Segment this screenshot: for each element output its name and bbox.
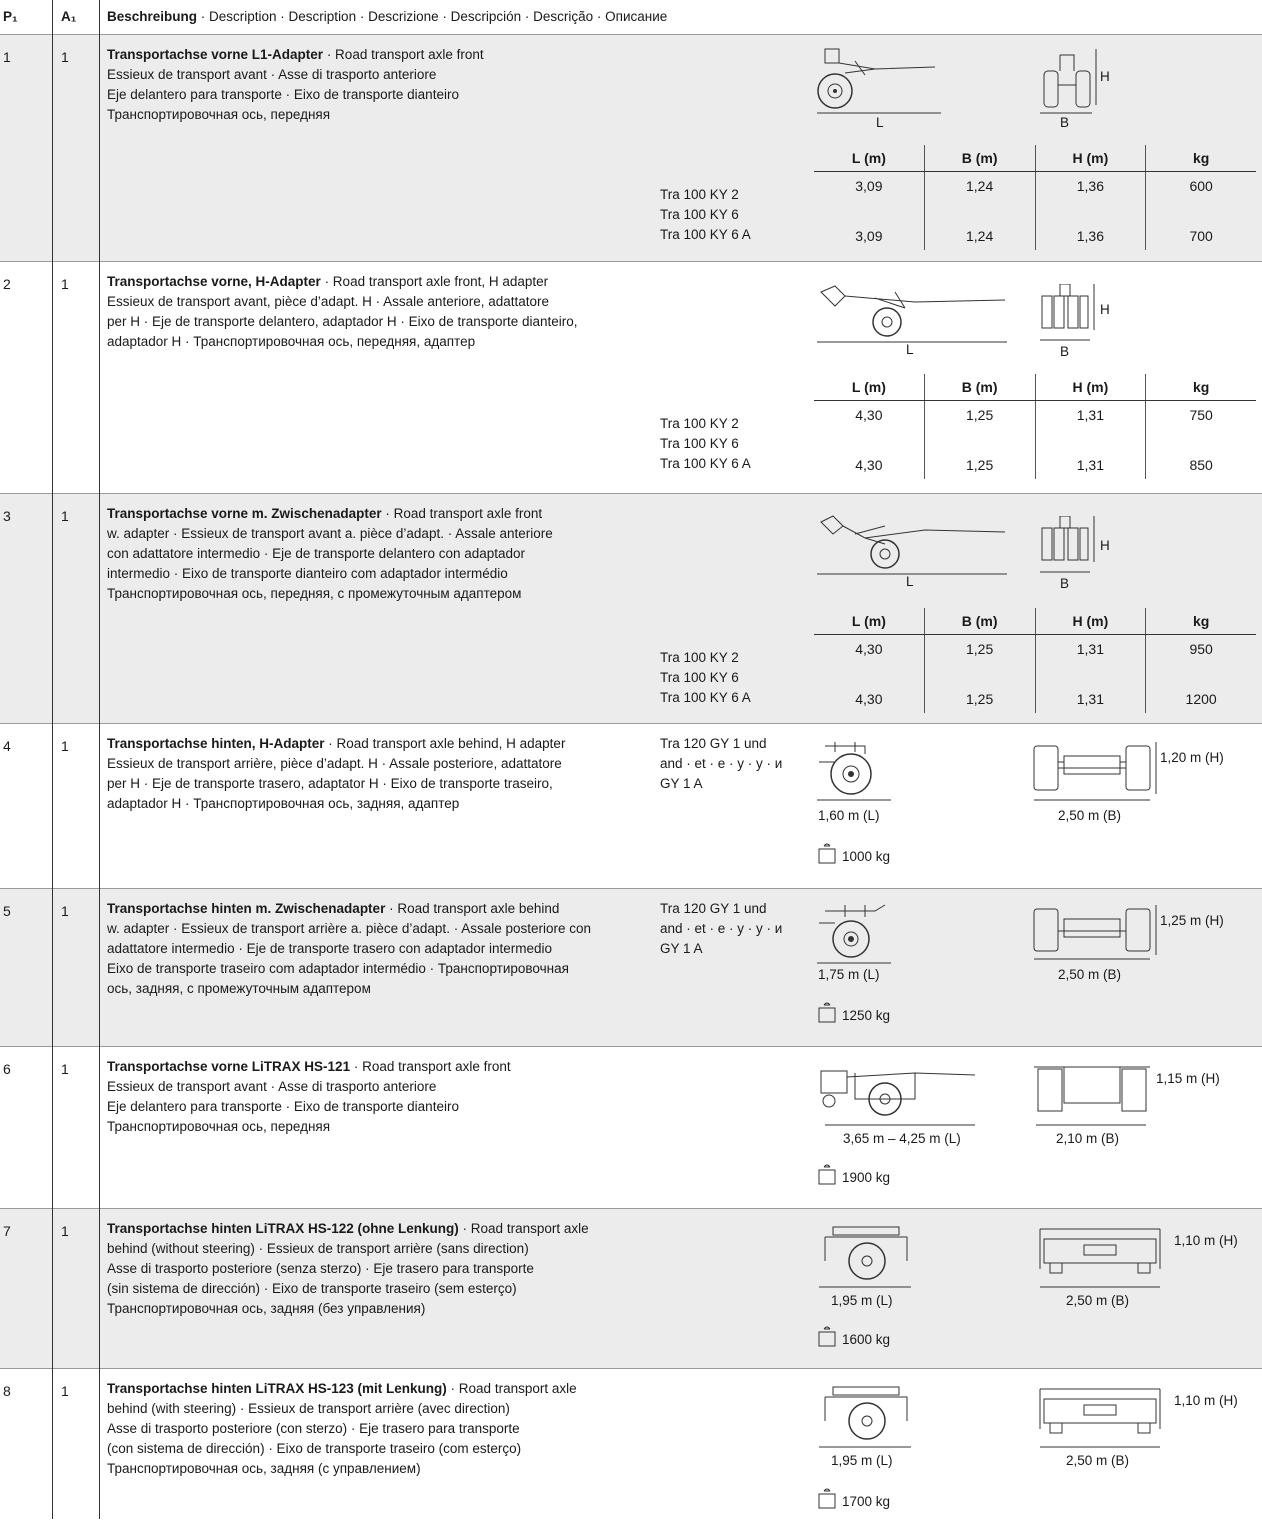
table-row — [0, 261, 1262, 494]
column-divider — [99, 0, 100, 1519]
axle-side-drawing-icon — [815, 504, 1010, 576]
row-pos: 2 — [3, 276, 11, 292]
height-label: 1,10 m (H) — [1174, 1393, 1238, 1408]
row-pos: 1 — [3, 49, 11, 65]
axle-rear-drawing-icon — [1030, 738, 1160, 804]
weight-icon — [818, 1001, 836, 1023]
height-label: 1,20 m (H) — [1160, 750, 1224, 765]
axle-side-drawing-icon — [815, 1381, 915, 1451]
rear-width-label: 2,50 m (B) — [1066, 1453, 1130, 1468]
dim-label-b: B — [1060, 576, 1070, 591]
side-length-label: 1,95 m (L) — [831, 1293, 893, 1308]
dim-label-h: H — [1100, 538, 1110, 553]
header-qty: A₁ — [61, 9, 77, 24]
rear-width-label: 2,50 m (B) — [1066, 1293, 1130, 1308]
row-qty: 1 — [61, 1223, 69, 1239]
axle-side-drawing-icon — [815, 901, 895, 967]
rear-width-label: 2,10 m (B) — [1056, 1131, 1120, 1146]
row-description: Transportachse vorne L1-Adapter · Road transport axle front Essieux de transport avant · Asse di trasporto anteriore Eje delantero para transporte · Eixo de transporte dianteiro Транспортировочная ось, передняя — [107, 47, 484, 122]
dimension-table: L (m) B (m) H (m) kg 3,09 1,24 1,36 600 3,09 1,24 1,36 700 — [814, 145, 1256, 250]
axle-side-drawing-icon — [815, 1221, 915, 1291]
axle-rear-drawing-icon — [1032, 1059, 1152, 1129]
table-row — [0, 1208, 1262, 1369]
row-pos: 3 — [3, 508, 11, 524]
row-description: Transportachse hinten, H-Adapter · Road transport axle behind, H adapter Essieux de transport arrière, pièce d’adapt. H · Assale posteriore, adattatore per H · Eje de transporte trasero, adaptator H · Eixo de transporte traseiro, adaptador H · Транспортировочная ось, задняя, адаптер — [107, 736, 566, 811]
dim-label-l: L — [906, 342, 914, 357]
table-row — [0, 34, 1262, 262]
weight-icon — [818, 1325, 836, 1347]
dimension-table: L (m) B (m) H (m) kg 4,30 1,25 1,31 750 4,30 1,25 1,31 850 — [814, 374, 1256, 479]
weight-icon — [818, 1487, 836, 1509]
axle-rear-drawing-icon — [1030, 1221, 1170, 1291]
table-row — [0, 723, 1262, 889]
axle-rear-drawing-icon — [1030, 1381, 1170, 1451]
header-description: Beschreibung · Description · Description · Descrizione · Descripción · Descrição · Описание — [107, 9, 668, 24]
height-label: 1,10 m (H) — [1174, 1233, 1238, 1248]
weight: 1250 kg — [818, 1001, 890, 1023]
axle-side-drawing-icon — [815, 43, 943, 117]
dim-label-h: H — [1100, 69, 1110, 84]
axle-front-drawing-icon — [1040, 284, 1100, 344]
row-description: Transportachse vorne LiTRAX HS-121 · Road transport axle front Essieux de transport avant · Asse di trasporto anteriore Eje delantero para transporte · Eixo de transporte dianteiro Транспортировочная ось, передняя — [107, 1059, 511, 1134]
weight: 1600 kg — [818, 1325, 890, 1347]
axle-front-drawing-icon — [1040, 516, 1100, 576]
row-qty: 1 — [61, 49, 69, 65]
row-pos: 8 — [3, 1383, 11, 1399]
table-row — [0, 1046, 1262, 1209]
weight: 1900 kg — [818, 1163, 890, 1185]
type-list: Tra 100 KY 2 Tra 100 KY 6 Tra 100 KY 6 A — [660, 416, 751, 471]
row-description: Transportachse vorne m. Zwischenadapter · Road transport axle front w. adapter · Essieux de transport avant a. pièce d’adapt. · Assale anteriore con adattatore intermedio · Eje de transporte delantero con adaptador intermedio · Eixo de transporte dianteiro com adaptador intermédio Транспортировочная ось, передняя, с промежуточным адаптером — [107, 506, 553, 601]
table-row — [0, 493, 1262, 724]
row-pos: 4 — [3, 738, 11, 754]
row-qty: 1 — [61, 1383, 69, 1399]
row-description: Transportachse vorne, H-Adapter · Road transport axle front, H adapter Essieux de transport avant, pièce d’adapt. H · Assale anteriore, adattatore per H · Eje de transporte delantero, adaptador H · Eixo de transporte dianteiro, adaptador H · Транспортировочная ось, передняя, адаптер — [107, 274, 578, 349]
table-header — [0, 0, 1262, 34]
side-length-label: 1,95 m (L) — [831, 1453, 893, 1468]
axle-side-drawing-icon — [815, 738, 895, 804]
row-pos: 7 — [3, 1223, 11, 1239]
axle-side-drawing-icon — [815, 1059, 985, 1129]
row-qty: 1 — [61, 276, 69, 292]
side-length-label: 1,75 m (L) — [818, 967, 880, 982]
dim-label-b: B — [1060, 344, 1070, 359]
weight-icon — [818, 1163, 836, 1185]
dim-label-b: B — [1060, 115, 1070, 130]
type-list: Tra 120 GY 1 und and · et · e · y · y · и GY 1 A — [660, 901, 783, 956]
dim-label-l: L — [876, 115, 884, 130]
axle-rear-drawing-icon — [1030, 903, 1160, 963]
dim-label-h: H — [1100, 302, 1110, 317]
type-list: Tra 100 KY 2 Tra 100 KY 6 Tra 100 KY 6 A — [660, 187, 751, 242]
axle-side-drawing-icon — [815, 272, 1010, 344]
type-list: Tra 120 GY 1 und and · et · e · y · y · и GY 1 A — [660, 736, 783, 791]
row-description: Transportachse hinten LiTRAX HS-122 (ohne Lenkung) · Road transport axle behind (without steering) · Essieux de transport arrière (sans direction) Asse di trasporto posteriore (senza sterzo) · Eje trasero para transporte (sin sistema de dirección) · Eixo de transporte traseiro (sem esterço) Транспортировочная ось, задняя (без управления) — [107, 1221, 589, 1316]
header-pos: P₁ — [3, 9, 18, 24]
height-label: 1,15 m (H) — [1156, 1071, 1220, 1086]
row-qty: 1 — [61, 1061, 69, 1077]
rear-width-label: 2,50 m (B) — [1058, 808, 1122, 823]
table-row — [0, 1368, 1262, 1520]
dimension-table: L (m) B (m) H (m) kg 4,30 1,25 1,31 950 4,30 1,25 1,31 1200 — [814, 608, 1256, 713]
rear-width-label: 2,50 m (B) — [1058, 967, 1122, 982]
weight-icon — [818, 842, 836, 864]
column-divider — [52, 0, 53, 1519]
row-description: Transportachse hinten m. Zwischenadapter · Road transport axle behind w. adapter · Essieux de transport arrière a. pièce d’adapt. · Assale posteriore con adattatore intermedio · Eje de transporte trasero con adaptador intermedio Eixo de transporte traseiro com adaptador intermédio · Транспортировочная ось, задняя, с промежуточным адаптером — [107, 901, 592, 996]
side-length-label: 1,60 m (L) — [818, 808, 880, 823]
row-qty: 1 — [61, 738, 69, 754]
type-list: Tra 100 KY 2 Tra 100 KY 6 Tra 100 KY 6 A — [660, 650, 751, 705]
dim-label-l: L — [906, 574, 914, 589]
row-description: Transportachse hinten LiTRAX HS-123 (mit Lenkung) · Road transport axle behind (with steering) · Essieux de transport arrière (avec direction) Asse di trasporto posteriore (con sterzo) · Eje trasero para transporte (con sistema de dirección) · Eixo de transporte traseiro (com esterço) Транспортировочная ось, задняя (с управлением) — [107, 1381, 577, 1476]
row-qty: 1 — [61, 508, 69, 524]
table-row — [0, 888, 1262, 1047]
weight: 1000 kg — [818, 842, 890, 864]
row-pos: 5 — [3, 903, 11, 919]
row-qty: 1 — [61, 903, 69, 919]
row-pos: 6 — [3, 1061, 11, 1077]
height-label: 1,25 m (H) — [1160, 913, 1224, 928]
axle-front-drawing-icon — [1040, 45, 1100, 115]
side-length-label: 3,65 m – 4,25 m (L) — [843, 1131, 961, 1146]
weight: 1700 kg — [818, 1487, 890, 1509]
